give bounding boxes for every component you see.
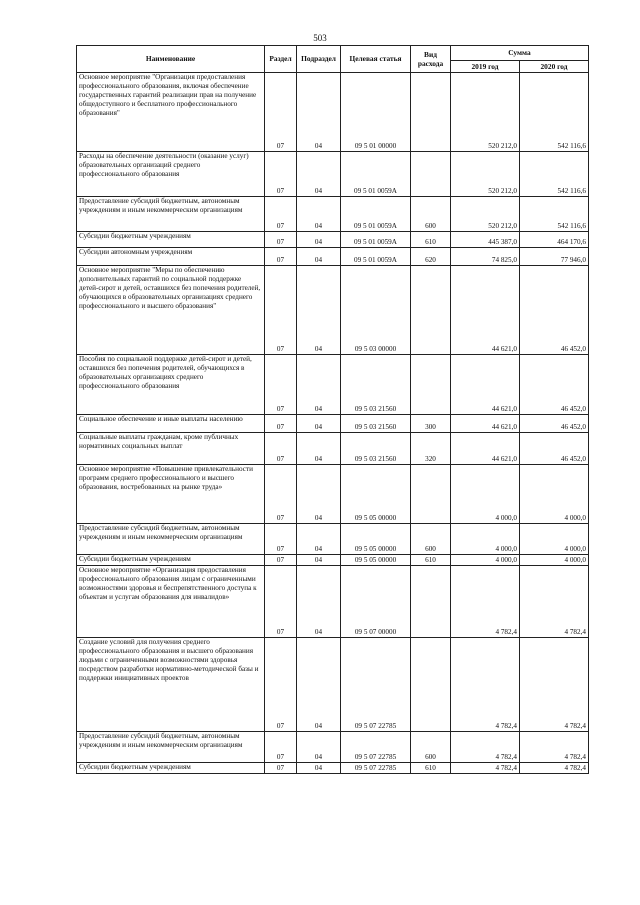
row-expense-type-cell: [411, 638, 451, 732]
row-section-cell: 07: [265, 566, 297, 638]
table-row: [77, 232, 589, 248]
table-row: [77, 763, 589, 774]
row-subsection-cell: 04: [297, 266, 341, 355]
row-name-cell: Расходы на обеспечение деятельности (оказание услуг) образовательных организаций среднего профессионального образования: [77, 152, 265, 197]
row-article-cell: 09 5 03 00000: [341, 266, 411, 355]
row-expense-type-cell: 320: [411, 433, 451, 465]
row-article-cell: 09 5 07 22785: [341, 763, 411, 774]
budget-table: [76, 45, 589, 774]
header-expense-type: Вид расхода: [411, 46, 451, 73]
row-section-cell: 07: [265, 465, 297, 524]
row-name-cell: Основное мероприятие "Меры по обеспечению дополнительных гарантий по социальной поддержке детей-сирот и детей, оставшихся без попечения родителей, обучающихся в образовательных организациях среднего профессионального и высшего образования": [77, 266, 265, 355]
row-article-cell: 09 5 01 00000: [341, 73, 411, 152]
row-section-cell: 07: [265, 266, 297, 355]
table-row: [77, 732, 589, 763]
row-name-cell: Предоставление субсидий бюджетным, автономным учреждениям и иным некоммерческим организациям: [77, 524, 265, 555]
row-sum-2020-cell: 542 116,6: [520, 73, 589, 152]
row-name-cell: Субсидии бюджетным учреждениям: [77, 232, 265, 248]
row-article-cell: 09 5 05 00000: [341, 465, 411, 524]
page-number: 503: [313, 33, 327, 43]
row-sum-2019-cell: 44 621,0: [451, 355, 520, 415]
row-sum-2020-cell: 4 000,0: [520, 524, 589, 555]
row-sum-2019-cell: 4 000,0: [451, 465, 520, 524]
table-row: [77, 566, 589, 638]
row-sum-2020-cell: 46 452,0: [520, 433, 589, 465]
row-article-cell: 09 5 07 00000: [341, 566, 411, 638]
header-sum: Сумма: [451, 46, 589, 61]
row-name-cell: Пособия по социальной поддержке детей-сирот и детей, оставшихся без попечения родителей, обучающихся в образовательных организациях среднего профессионального образования: [77, 355, 265, 415]
table-row: [77, 555, 589, 566]
row-expense-type-cell: [411, 566, 451, 638]
row-article-cell: 09 5 01 0059А: [341, 248, 411, 266]
header-target-article: Целевая статья: [341, 46, 411, 73]
table-row: [77, 638, 589, 732]
row-article-cell: 09 5 03 21560: [341, 433, 411, 465]
header-name: Наименование: [77, 46, 265, 73]
row-subsection-cell: 04: [297, 763, 341, 774]
header-year-2019: 2019 год: [451, 61, 520, 73]
row-subsection-cell: 04: [297, 732, 341, 763]
row-subsection-cell: 04: [297, 433, 341, 465]
row-article-cell: 09 5 05 00000: [341, 524, 411, 555]
row-section-cell: 07: [265, 415, 297, 433]
row-subsection-cell: 04: [297, 355, 341, 415]
row-sum-2020-cell: 4 782,4: [520, 763, 589, 774]
row-name-cell: Предоставление субсидий бюджетным, автономным учреждениям и иным некоммерческим организациям: [77, 197, 265, 232]
row-sum-2020-cell: 4 782,4: [520, 566, 589, 638]
table-row: [77, 73, 589, 152]
row-expense-type-cell: [411, 152, 451, 197]
row-sum-2019-cell: 4 782,4: [451, 638, 520, 732]
row-sum-2019-cell: 44 621,0: [451, 266, 520, 355]
row-section-cell: 07: [265, 73, 297, 152]
row-expense-type-cell: 600: [411, 197, 451, 232]
row-article-cell: 09 5 01 0059А: [341, 152, 411, 197]
table-row: [77, 524, 589, 555]
row-sum-2019-cell: 4 782,4: [451, 763, 520, 774]
row-name-cell: Социальное обеспечение и иные выплаты населению: [77, 415, 265, 433]
table-row: [77, 433, 589, 465]
header-year-2020: 2020 год: [520, 61, 589, 73]
row-sum-2019-cell: 4 782,4: [451, 732, 520, 763]
row-sum-2019-cell: 445 387,0: [451, 232, 520, 248]
row-name-cell: Основное мероприятие «Организация предоставления профессионального образования лицам с ограниченными возможностями здоровья и беспрепятственного доступа к объектам и услугам образования для инвалидов»: [77, 566, 265, 638]
row-article-cell: 09 5 01 0059А: [341, 197, 411, 232]
row-sum-2020-cell: 46 452,0: [520, 415, 589, 433]
row-subsection-cell: 04: [297, 73, 341, 152]
row-expense-type-cell: 610: [411, 555, 451, 566]
row-sum-2019-cell: 4 000,0: [451, 555, 520, 566]
table-row: [77, 197, 589, 232]
row-article-cell: 09 5 03 21560: [341, 415, 411, 433]
row-section-cell: 07: [265, 732, 297, 763]
row-subsection-cell: 04: [297, 638, 341, 732]
row-article-cell: 09 5 05 00000: [341, 555, 411, 566]
row-section-cell: 07: [265, 433, 297, 465]
row-subsection-cell: 04: [297, 152, 341, 197]
row-sum-2020-cell: 4 782,4: [520, 638, 589, 732]
row-section-cell: 07: [265, 197, 297, 232]
table-row: [77, 415, 589, 433]
row-sum-2020-cell: 4 000,0: [520, 555, 589, 566]
row-name-cell: Создание условий для получения среднего профессионального образования и высшего образования людьми с ограниченными возможностями здоровья посредством разработки нормативно-методической базы и поддержки инициативных проектов: [77, 638, 265, 732]
row-name-cell: Субсидии бюджетным учреждениям: [77, 555, 265, 566]
row-sum-2020-cell: 77 946,0: [520, 248, 589, 266]
table-header-row: [77, 46, 589, 61]
row-name-cell: Субсидии автономным учреждениям: [77, 248, 265, 266]
row-name-cell: Социальные выплаты гражданам, кроме публичных нормативных социальных выплат: [77, 433, 265, 465]
row-sum-2020-cell: 464 170,6: [520, 232, 589, 248]
row-section-cell: 07: [265, 248, 297, 266]
header-subsection: Подраздел: [297, 46, 341, 73]
row-name-cell: Основное мероприятие «Повышение привлекательности программ среднего профессионального и высшего образования, востребованных на рынке труда»: [77, 465, 265, 524]
row-expense-type-cell: 600: [411, 732, 451, 763]
table-row: [77, 266, 589, 355]
row-expense-type-cell: [411, 73, 451, 152]
row-section-cell: 07: [265, 152, 297, 197]
row-expense-type-cell: 620: [411, 248, 451, 266]
row-sum-2020-cell: 46 452,0: [520, 266, 589, 355]
row-article-cell: 09 5 01 0059А: [341, 232, 411, 248]
row-subsection-cell: 04: [297, 524, 341, 555]
row-expense-type-cell: 600: [411, 524, 451, 555]
table-row: [77, 355, 589, 415]
row-article-cell: 09 5 07 22785: [341, 638, 411, 732]
row-subsection-cell: 04: [297, 555, 341, 566]
row-sum-2019-cell: 520 212,0: [451, 152, 520, 197]
row-name-cell: Предоставление субсидий бюджетным, автономным учреждениям и иным некоммерческим организациям: [77, 732, 265, 763]
row-subsection-cell: 04: [297, 415, 341, 433]
row-sum-2019-cell: 44 621,0: [451, 433, 520, 465]
row-sum-2019-cell: 520 212,0: [451, 73, 520, 152]
row-subsection-cell: 04: [297, 232, 341, 248]
row-section-cell: 07: [265, 355, 297, 415]
row-section-cell: 07: [265, 763, 297, 774]
table-row: [77, 152, 589, 197]
row-expense-type-cell: [411, 465, 451, 524]
row-sum-2019-cell: 44 621,0: [451, 415, 520, 433]
row-name-cell: Субсидии бюджетным учреждениям: [77, 763, 265, 774]
row-name-cell: Основное мероприятие "Организация предоставления профессионального образования, включая обеспечение государственных гарантий реализации прав на получение общедоступного и бесплатного профессионального образования": [77, 73, 265, 152]
row-sum-2020-cell: 542 116,6: [520, 152, 589, 197]
table-row: [77, 465, 589, 524]
row-sum-2019-cell: 520 212,0: [451, 197, 520, 232]
row-section-cell: 07: [265, 555, 297, 566]
row-expense-type-cell: 610: [411, 232, 451, 248]
row-section-cell: 07: [265, 638, 297, 732]
row-sum-2019-cell: 74 825,0: [451, 248, 520, 266]
header-section: Раздел: [265, 46, 297, 73]
row-sum-2020-cell: 4 000,0: [520, 465, 589, 524]
row-sum-2020-cell: 46 452,0: [520, 355, 589, 415]
row-expense-type-cell: [411, 266, 451, 355]
row-section-cell: 07: [265, 232, 297, 248]
row-sum-2020-cell: 4 782,4: [520, 732, 589, 763]
row-expense-type-cell: [411, 355, 451, 415]
table-row: [77, 248, 589, 266]
row-subsection-cell: 04: [297, 566, 341, 638]
row-article-cell: 09 5 03 21560: [341, 355, 411, 415]
row-subsection-cell: 04: [297, 197, 341, 232]
row-expense-type-cell: 610: [411, 763, 451, 774]
row-sum-2020-cell: 542 116,6: [520, 197, 589, 232]
row-article-cell: 09 5 07 22785: [341, 732, 411, 763]
row-subsection-cell: 04: [297, 248, 341, 266]
row-subsection-cell: 04: [297, 465, 341, 524]
row-section-cell: 07: [265, 524, 297, 555]
row-expense-type-cell: 300: [411, 415, 451, 433]
table-body: [77, 73, 589, 774]
row-sum-2019-cell: 4 000,0: [451, 524, 520, 555]
row-sum-2019-cell: 4 782,4: [451, 566, 520, 638]
